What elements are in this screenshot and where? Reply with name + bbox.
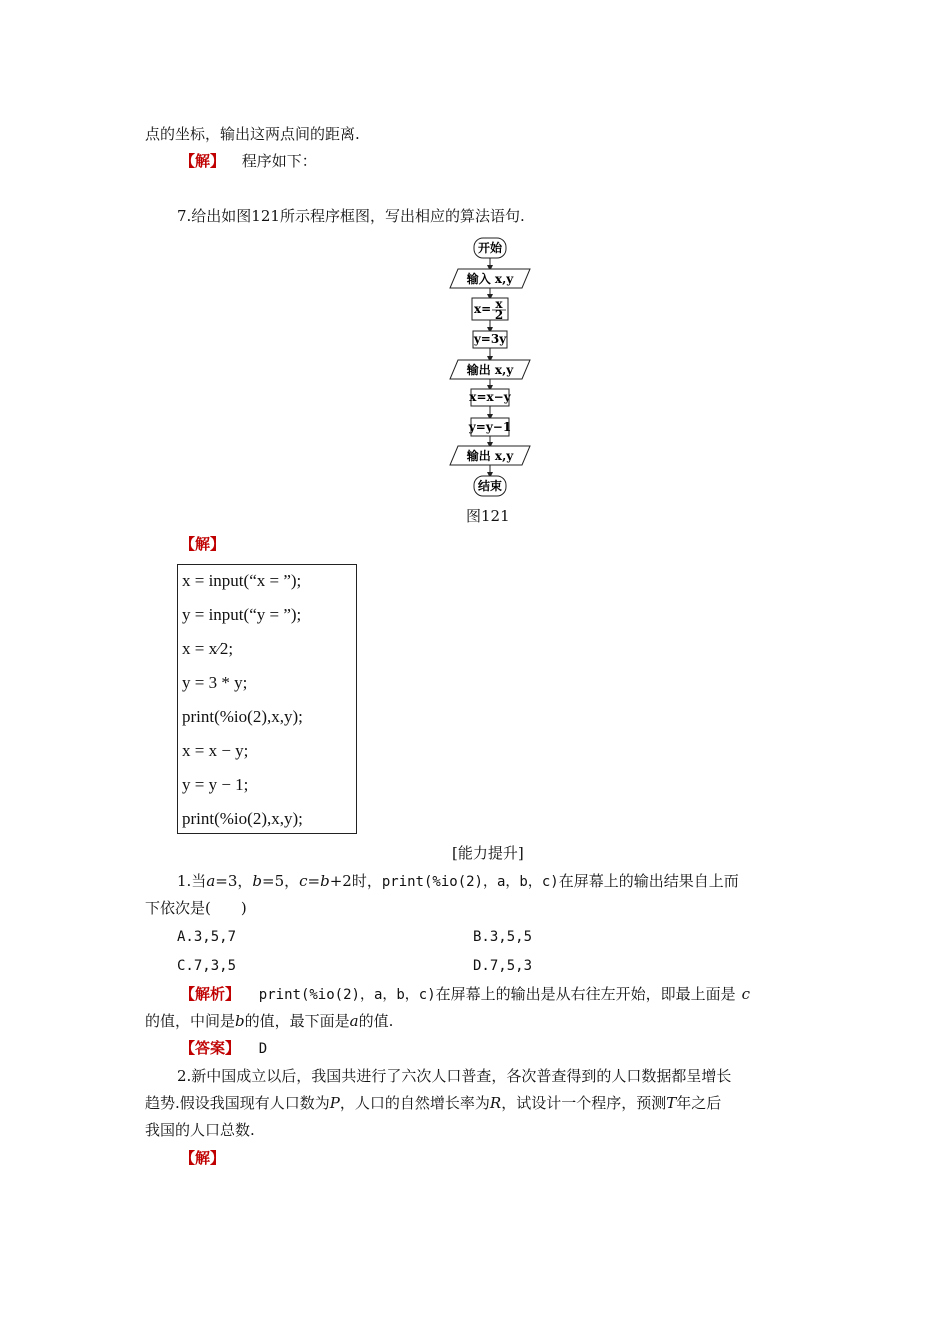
explanation-tag: 【解析】 xyxy=(180,985,241,1003)
flow-output-2-label: 输出 x,y xyxy=(466,449,514,463)
solution-text: 程序如下： xyxy=(241,152,317,170)
p1-tail2: 在屏幕上的输出结果自上而 xyxy=(558,872,739,890)
p1-prefix: 1.当 xyxy=(177,872,207,890)
explanation-text: 在屏幕上的输出是从右往左开始，即最上面是 xyxy=(435,985,736,1003)
code-line: print(%io(2),x,y); xyxy=(182,707,303,726)
p2-l2d: 年之后 xyxy=(676,1094,722,1112)
p1-var-b: b xyxy=(252,872,262,890)
p2-l2b: ，人口的自然增长率为 xyxy=(339,1094,490,1112)
flow-start-label: 开始 xyxy=(477,241,503,255)
p2-l2c: ，试设计一个程序，预测 xyxy=(501,1094,667,1112)
option-b: B.3,5,5 xyxy=(473,929,533,945)
exp2-c: 的值，最下面是 xyxy=(244,1012,350,1030)
solution-2-tag: 【解】 xyxy=(180,535,226,553)
p1-var-a: a xyxy=(206,872,216,890)
exp2-d: a xyxy=(349,1012,359,1030)
problem-1 xyxy=(177,871,739,892)
question-7: 7.给出如图121所示程序框图，写出相应的算法语句. xyxy=(177,207,525,225)
p2-var-r: R xyxy=(489,1094,502,1112)
solution-3-tag: 【解】 xyxy=(180,1149,226,1167)
p2-var-p: P xyxy=(329,1094,340,1112)
explanation-code: print(%io(2)，a，b，c) xyxy=(258,987,436,1003)
flow-end-label: 结束 xyxy=(477,479,503,493)
code-line: y = y − 1; xyxy=(182,775,249,794)
option-c: C.7,3,5 xyxy=(177,958,237,974)
problem-1-line2: 下依次是( ) xyxy=(145,899,247,917)
section-title: [能力提升] xyxy=(452,844,524,862)
p1-code: print(%io(2)，a，b，c) xyxy=(381,874,559,890)
p2-var-t: T xyxy=(666,1094,677,1112)
solution-1 xyxy=(180,151,317,171)
code-line: x = x − y; xyxy=(182,741,249,760)
exp2-a: 的值，中间是 xyxy=(145,1012,236,1030)
p1-eq-c: = xyxy=(307,872,321,890)
flow-input-label: 输入 x,y xyxy=(466,272,514,286)
explanation-1-line2 xyxy=(145,1011,393,1031)
problem-2-line3: 我国的人口总数. xyxy=(145,1121,255,1139)
p1-eq-a: =3， xyxy=(215,872,253,890)
exp2-b: b xyxy=(235,1012,245,1030)
code-line: print(%io(2),x,y); xyxy=(182,809,303,828)
p1-tail: +2时， xyxy=(329,872,382,890)
solution-tag: 【解】 xyxy=(180,152,226,170)
option-a: A.3,5,7 xyxy=(177,929,237,945)
option-d: D.7,5,3 xyxy=(473,958,533,974)
explanation-1 xyxy=(180,984,750,1005)
flow-assign-x-den: 2 xyxy=(494,308,504,322)
code-box xyxy=(177,564,357,834)
p1-eq-b: =5， xyxy=(262,872,300,890)
problem-2-line1: 2.新中国成立以后，我国共进行了六次人口普查，各次普查得到的人口数据都呈增长 xyxy=(177,1067,732,1085)
flow-assign-x-minus-label: x=x−y xyxy=(469,390,511,404)
p1-var-c: c xyxy=(299,872,308,890)
answer-tag: 【答案】 xyxy=(180,1039,241,1057)
p1-var-b2: b xyxy=(320,872,330,890)
flow-assign-x-num: x xyxy=(495,297,503,311)
code-line: x = x∕2; xyxy=(182,639,234,658)
intro-line: 点的坐标，输出这两点间的距离. xyxy=(145,125,360,143)
answer-value: D xyxy=(258,1041,268,1057)
figure-caption: 图121 xyxy=(466,507,510,525)
flow-assign-y-label: y=3y xyxy=(473,332,507,346)
problem-2-line2 xyxy=(145,1093,721,1113)
code-line: x = input(“x = ”); xyxy=(182,571,302,590)
exp2-e: 的值. xyxy=(358,1012,394,1030)
explanation-var-c: c xyxy=(741,985,751,1003)
code-line: y = input(“y = ”); xyxy=(182,605,302,624)
flow-assign-x-lhs: x= xyxy=(474,302,492,316)
code-line: y = 3 * y; xyxy=(182,673,248,692)
flow-assign-y-minus-label: y=y−1 xyxy=(468,420,512,434)
flow-output-1-label: 输出 x,y xyxy=(466,363,514,377)
answer-1 xyxy=(180,1038,267,1059)
flowchart xyxy=(440,232,540,500)
p2-l2a: 趋势.假设我国现有人口数为 xyxy=(145,1094,330,1112)
